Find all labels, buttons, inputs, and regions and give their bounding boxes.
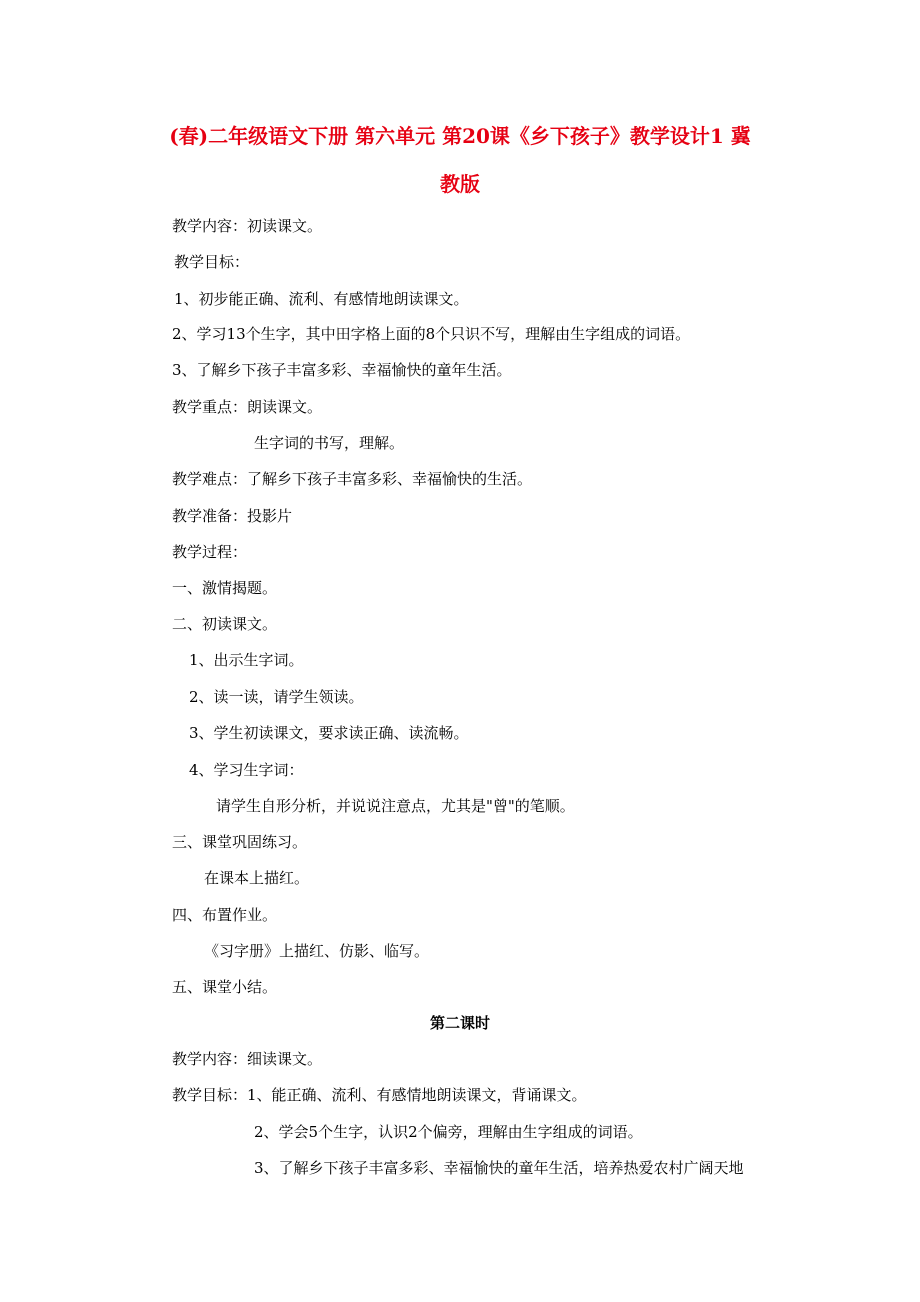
process-step-4-detail: 《习字册》上描红、仿影、临写。 [204, 942, 430, 960]
process-step-3-detail: 在课本上描红。 [204, 869, 310, 887]
goal-1: 1、初步能正确、流利、有感情地朗读课文。 [174, 290, 469, 308]
second-lesson-content: 教学内容：细读课文。 [172, 1050, 323, 1068]
process-step-5: 五、课堂小结。 [172, 978, 278, 996]
goal-2: 2、学习13个生字，其中田字格上面的8个只识不写，理解由生字组成的词语。 [172, 325, 691, 343]
process-step-2-item-1: 1、出示生字词。 [189, 651, 304, 669]
teaching-goals-label: 教学目标： [174, 253, 250, 271]
goal-3: 3、了解乡下孩子丰富多彩、幸福愉快的童年生活。 [172, 361, 512, 379]
teaching-content: 教学内容：初读课文。 [172, 217, 323, 235]
teaching-focus: 教学重点：朗读课文。 [172, 398, 323, 416]
process-step-2-item-4: 4、学习生字词： [189, 761, 304, 779]
teaching-preparation: 教学准备：投影片 [172, 507, 293, 525]
document-title-line-1: (春)二年级语文下册 第六单元 第20课《乡下孩子》教学设计1 冀 [169, 124, 751, 148]
second-lesson-goal-1: 教学目标：1、能正确、流利、有感情地朗读课文，背诵课文。 [172, 1086, 587, 1104]
second-lesson-goal-3: 3、了解乡下孩子丰富多彩、幸福愉快的童年生活，培养热爱农村广阔天地 [254, 1159, 744, 1177]
second-lesson-goal-2: 2、学会5个生字，认识2个偏旁，理解由生字组成的词语。 [254, 1123, 643, 1141]
document-title-line-2: 教版 [440, 172, 480, 196]
process-step-4: 四、布置作业。 [172, 906, 278, 924]
teaching-process-label: 教学过程： [172, 543, 248, 561]
process-step-2-item-4-detail: 请学生自形分析，并说说注意点，尤其是"曾"的笔顺。 [216, 797, 575, 815]
teaching-focus-continued: 生字词的书写，理解。 [254, 434, 405, 452]
process-step-2-item-3: 3、学生初读课文，要求读正确、读流畅。 [189, 724, 469, 742]
process-step-3: 三、课堂巩固练习。 [172, 833, 308, 851]
teaching-difficulty: 教学难点：了解乡下孩子丰富多彩、幸福愉快的生活。 [172, 470, 533, 488]
process-step-2-item-2: 2、读一读，请学生领读。 [189, 688, 364, 706]
process-step-2: 二、初读课文。 [172, 615, 278, 633]
process-step-1: 一、激情揭题。 [172, 579, 278, 597]
second-lesson-heading: 第二课时 [429, 1014, 490, 1032]
